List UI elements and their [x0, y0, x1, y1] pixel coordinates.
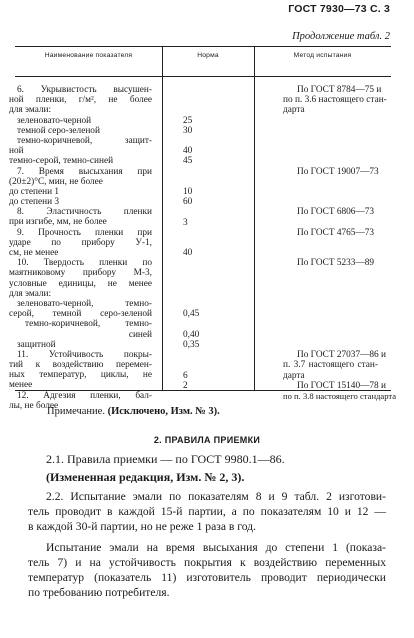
paragraph-2-1: 2.1. Правила приемки — по ГОСТ 9980.1—86. — [46, 452, 285, 466]
norm-value: 0,45 — [183, 309, 200, 320]
norm-value: 2 — [183, 380, 188, 391]
paragraph-2-1-edition: (Измененная редакция, Изм. № 2, 3). — [46, 470, 245, 484]
paragraph-2-2 — [28, 489, 386, 534]
method-line: п. 3.7 настоящего стан- — [283, 360, 378, 371]
method-cell — [283, 207, 392, 217]
method-cell — [283, 228, 392, 238]
method-line: по п. 3.8 настоящего стандарта — [283, 390, 397, 401]
method-line: По ГОСТ 5233—89 — [297, 258, 375, 269]
paragraph-line: по требованию потребителя. — [28, 586, 170, 599]
table-cell: для эмали: — [9, 105, 52, 116]
norm-value: 0,35 — [183, 340, 200, 350]
column-header-norm: Норма — [197, 52, 219, 59]
norm-value: 0,40 — [183, 329, 200, 340]
method-line: По ГОСТ 4765—73 — [297, 227, 375, 238]
method-line: дарта — [283, 105, 305, 116]
table-cell: темно-коричневой, защит- — [17, 135, 152, 146]
table-cell: 12. Адгезия пленки, бал- — [17, 390, 152, 401]
table-cell: маятниковому прибору М-3, — [9, 268, 152, 279]
table-cell: см, не менее — [9, 248, 59, 258]
column-divider — [162, 46, 163, 391]
method-cell — [283, 380, 397, 401]
table-cell: зеленовато-черной, темно- — [17, 298, 152, 309]
table-cell: серой, темной серо-зеленой — [9, 309, 152, 320]
column-divider — [254, 46, 255, 391]
norm-value: 45 — [183, 156, 193, 167]
table-cell: 6. Укрывистость высушен- — [17, 85, 152, 95]
method-line: По ГОСТ 27037—86 и — [297, 350, 386, 361]
table-cell: защитной — [17, 339, 56, 350]
norm-value: 40 — [183, 248, 193, 259]
method-line: дарта — [283, 370, 305, 381]
table-cell: ударе по прибору У-1, — [9, 237, 152, 248]
norm-value: 25 — [183, 115, 193, 126]
paragraph-line: тель проводит в каждой 15-й партии, а по показателям 10 и 12 — — [28, 505, 386, 518]
paragraph-line: в каждой 30-й партии, но не реже 1 раза в год. — [28, 520, 256, 533]
table-cell: для эмали: — [9, 288, 52, 299]
table-cell: ной пленки, г/м², не более — [9, 95, 152, 106]
method-line: По ГОСТ 15140—78 и — [297, 380, 386, 391]
table-cell: (20±2)°С, мин, не более — [9, 176, 103, 187]
paragraph-line: температур (показатель 11) изготовитель проводит периодически — [28, 571, 386, 584]
note-text: (Исключено, Изм. № 3). — [107, 406, 220, 417]
paragraph-2-3 — [28, 540, 386, 600]
indicator-column — [9, 85, 152, 411]
norm-value: 3 — [183, 217, 188, 228]
table-cell: 11. Устойчивость покры- — [17, 349, 152, 360]
table-cell: темно-коричневой, темно- — [25, 319, 152, 330]
table-cell: условные единицы, не менее — [9, 278, 152, 289]
table-note — [47, 406, 220, 417]
table-cell: тий к воздействию перемен- — [9, 360, 152, 371]
note-label: Примечание. — [47, 406, 105, 417]
paragraph-line: 2.2. Испытание эмали по показателям 8 и 9 табл. 2 изготови- — [46, 490, 386, 503]
method-line: По ГОСТ 8784—75 и — [297, 85, 382, 95]
table-cell: 10. Твердость пленки по — [17, 258, 152, 269]
method-line: По ГОСТ 6806—73 — [297, 207, 375, 218]
table-cell: темной серо-зеленой — [17, 125, 100, 136]
paragraph-line: Испытание эмали на время высыхания до степени 1 (показа- — [46, 541, 386, 554]
page-header: ГОСТ 7930—73 С. 3 — [288, 3, 390, 15]
table-cell: темно-серой, темно-синей — [9, 156, 114, 167]
table-header-rule — [15, 76, 391, 77]
table-cell: 8. Эластичность пленки — [17, 207, 152, 218]
table-cell: при изгибе, мм, не более — [9, 217, 107, 228]
norm-value: 10 — [183, 187, 193, 197]
method-line: по п. 3.6 настоящего стан- — [283, 95, 387, 106]
table-cell: до степени 3 — [9, 197, 60, 208]
method-cell — [283, 258, 392, 268]
norm-value: 40 — [183, 146, 193, 157]
table-cell: лы, не более — [9, 400, 59, 411]
method-cell — [283, 167, 392, 177]
table-cell: до степени 1 — [9, 186, 60, 197]
norm-value: 60 — [183, 197, 193, 208]
norm-value: 6 — [183, 370, 188, 381]
table-cell: ной — [9, 146, 24, 157]
method-cell — [283, 350, 386, 381]
table-cell: менее — [9, 380, 33, 391]
table-cell: 7. Время высыхания при — [17, 166, 152, 177]
table-continuation-caption: Продолжение табл. 2 — [292, 31, 390, 42]
method-cell — [283, 85, 387, 116]
column-header-method: Метод испытания — [293, 52, 352, 59]
table-cell: синей — [128, 329, 152, 340]
column-header-indicator: Наименование показателя — [44, 52, 133, 59]
table-top-rule — [15, 46, 391, 47]
table-cell: зеленовато-черной — [17, 115, 92, 126]
norm-value: 30 — [183, 125, 193, 136]
section-title: 2. ПРАВИЛА ПРИЕМКИ — [153, 435, 261, 445]
method-line: По ГОСТ 19007—73 — [297, 166, 379, 177]
table-cell: ных температур, циклы, не — [9, 370, 152, 381]
paragraph-line: тель 7) и на устойчивость покрытия к воздействию переменных — [28, 556, 386, 569]
table-cell: 9. Прочность пленки при — [17, 227, 152, 238]
